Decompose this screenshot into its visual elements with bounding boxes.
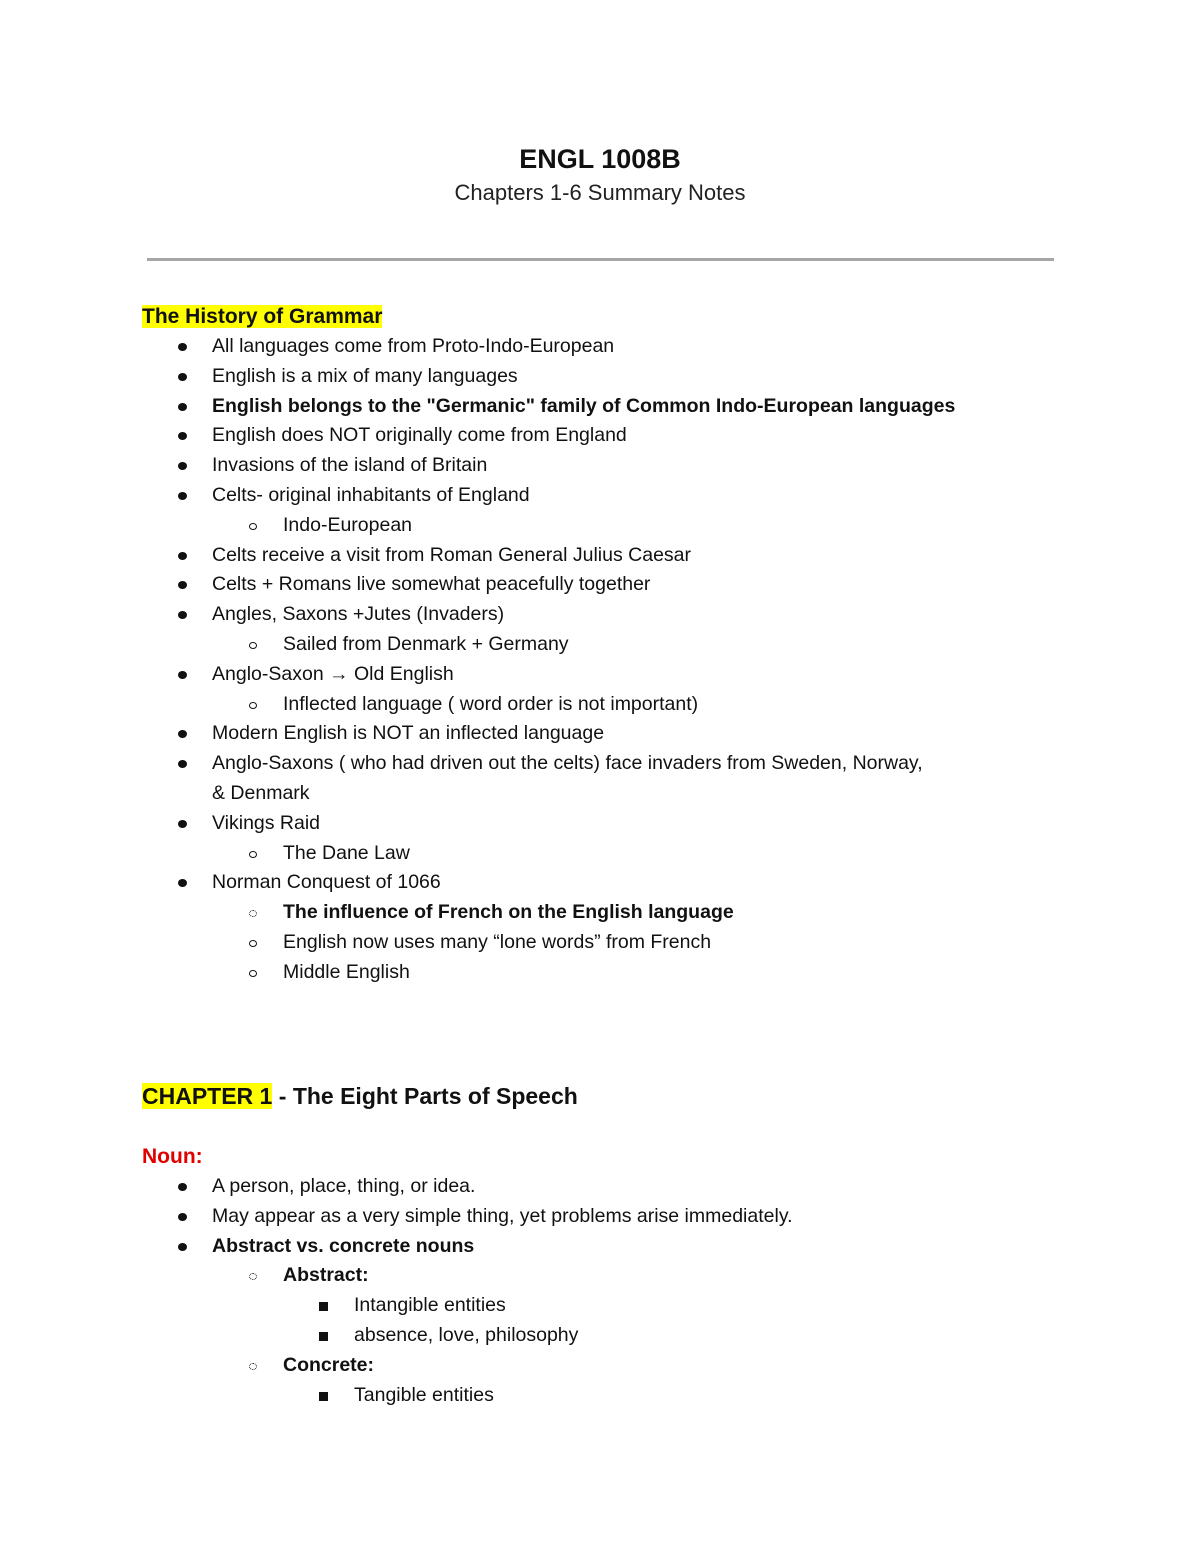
list-item: [142, 898, 1102, 928]
chapter1-section: [142, 1081, 1102, 1410]
list-item-text: Celts- original inhabitants of England: [212, 483, 530, 506]
bullet-disc-icon: [178, 451, 187, 481]
list-item-text: Tangible entities: [354, 1383, 494, 1406]
history-section: [142, 302, 1102, 988]
list-item: [142, 1321, 1102, 1351]
list-item-text: Middle English: [283, 960, 410, 983]
bullet-square-icon: [319, 1321, 329, 1351]
bullet-disc-icon: [178, 719, 187, 749]
bullet-dotted-circle-icon: [249, 1351, 259, 1381]
bullet-disc-icon: [178, 660, 187, 690]
list-item: [142, 541, 1102, 571]
list-item: [142, 749, 932, 809]
bullet-disc-icon: [178, 809, 187, 839]
bullet-circle-icon: [249, 511, 258, 541]
list-item: [142, 1202, 1102, 1232]
bullet-circle-icon: [249, 630, 258, 660]
list-item: [142, 1261, 1102, 1291]
list-item: [142, 690, 1102, 720]
list-item-text: Celts receive a visit from Roman General Julius Caesar: [212, 543, 692, 566]
bullet-disc-icon: [178, 570, 187, 600]
list-item-text: English is a mix of many languages: [212, 364, 518, 387]
list-item: [142, 1232, 1102, 1262]
bullet-circle-icon: [249, 958, 258, 988]
list-item-text: Modern English is NOT an inflected language: [212, 722, 605, 745]
list-item-text: Intangible entities: [354, 1294, 506, 1317]
list-item: [142, 1291, 1102, 1321]
chapter-heading: [142, 1081, 1102, 1111]
list-item-text: Anglo-Saxons ( who had driven out the celts) face invaders from Sweden, Norway, & Denmark: [212, 752, 923, 804]
list-item: [142, 600, 1102, 630]
bullet-disc-icon: [178, 1202, 187, 1232]
document-subtitle: Chapters 1-6 Summary Notes: [454, 180, 746, 205]
list-item: [142, 630, 1102, 660]
list-item: [142, 481, 1102, 511]
bullet-circle-icon: [249, 690, 258, 720]
chapter-label: CHAPTER 1: [142, 1083, 273, 1109]
bullet-disc-icon: [178, 332, 187, 362]
horizontal-divider: [147, 258, 1054, 261]
chapter-separator: -: [272, 1083, 293, 1109]
list-item: [142, 511, 1102, 541]
list-item-text: May appear as a very simple thing, yet problems arise immediately.: [212, 1204, 793, 1227]
list-item: [142, 1172, 1102, 1202]
list-item: [142, 958, 1102, 988]
bullet-square-icon: [319, 1381, 329, 1411]
list-item-text: The influence of French on the English language: [283, 901, 734, 924]
list-item: [142, 570, 1102, 600]
list-item-text: Sailed from Denmark + Germany: [283, 632, 569, 655]
list-item-text: Abstract vs. concrete nouns: [212, 1234, 475, 1257]
list-item-text: Inflected language ( word order is not important): [283, 692, 699, 715]
bullet-circle-icon: [249, 839, 258, 869]
bullet-disc-icon: [178, 392, 187, 422]
list-item: [142, 868, 1102, 898]
bullet-circle-icon: [249, 928, 258, 958]
list-item-text: Celts + Romans live somewhat peacefully together: [212, 573, 651, 596]
list-item-text: Vikings Raid: [212, 811, 321, 834]
list-item: [142, 451, 1102, 481]
section-heading-history: [142, 302, 1102, 332]
noun-bullet-list: [142, 1172, 1102, 1410]
list-item-text: absence, love, philosophy: [354, 1323, 579, 1346]
bullet-disc-icon: [178, 749, 187, 779]
bullet-dotted-circle-icon: [249, 898, 259, 928]
list-item-text: English does NOT originally come from England: [212, 424, 627, 447]
list-item-text: A person, place, thing, or idea.: [212, 1175, 476, 1197]
list-item-text: Concrete:: [283, 1353, 375, 1376]
list-item: [142, 332, 1102, 362]
list-item: [142, 1351, 1102, 1381]
list-item: [142, 928, 1102, 958]
list-item: [142, 421, 1102, 451]
list-item: [142, 719, 1102, 749]
list-item-text: English belongs to the "Germanic" family of Common Indo-European languages: [212, 394, 956, 417]
list-item: [142, 362, 1102, 392]
highlighted-heading-text: The History of Grammar: [142, 305, 383, 328]
noun-heading: Noun:: [142, 1145, 203, 1168]
list-item: [142, 660, 1102, 690]
history-bullet-list: [142, 332, 1102, 988]
bullet-square-icon: [319, 1291, 329, 1321]
bullet-disc-icon: [178, 362, 187, 392]
bullet-disc-icon: [178, 481, 187, 511]
list-item-text: Anglo-Saxon → Old English: [212, 662, 454, 685]
list-item: [142, 839, 1102, 869]
bullet-disc-icon: [178, 1232, 187, 1262]
bullet-disc-icon: [178, 868, 187, 898]
list-item-text: Invasions of the island of Britain: [212, 454, 488, 477]
bullet-disc-icon: [178, 541, 187, 571]
list-item-text: Norman Conquest of 1066: [212, 871, 441, 894]
list-item: [142, 392, 1102, 422]
list-item-text: Indo-European: [283, 513, 413, 536]
list-item-text: All languages come from Proto-Indo-European: [212, 335, 615, 357]
document-title: ENGL 1008B: [519, 144, 681, 174]
list-item-text: Abstract:: [283, 1264, 369, 1287]
list-item: [142, 1381, 1102, 1411]
bullet-disc-icon: [178, 600, 187, 630]
bullet-disc-icon: [178, 1172, 187, 1202]
list-item: [142, 809, 1102, 839]
bullet-disc-icon: [178, 421, 187, 451]
list-item-text: English now uses many “lone words” from French: [283, 930, 712, 953]
list-item-text: The Dane Law: [283, 841, 410, 864]
bullet-dotted-circle-icon: [249, 1261, 259, 1291]
chapter-title: The Eight Parts of Speech: [292, 1083, 578, 1109]
list-item-text: Angles, Saxons +Jutes (Invaders): [212, 603, 505, 626]
